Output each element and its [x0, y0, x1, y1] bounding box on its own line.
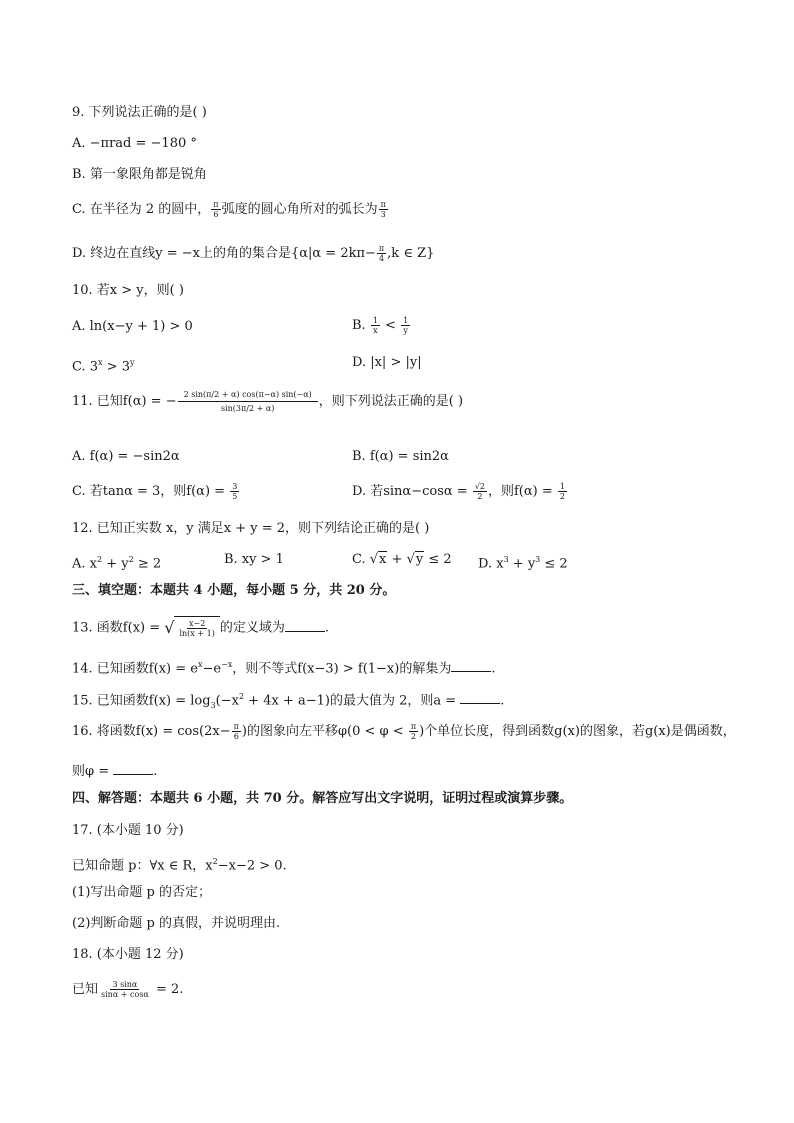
- q10-stem: 10. 若x > y，则( ): [72, 283, 184, 298]
- q9-option-b: B. 第一象限角都是锐角: [72, 167, 207, 182]
- q11-option-c: C. 若tanα = 3，则f(α) = $\frac{3}{5}$: [72, 482, 238, 501]
- q16-stem: 16. 将函数f(x) = cos(2x− $\frac{\pi}{6}$ )的图象向左平移φ(0 < φ < $\frac{\pi}{2}$ )个单位长度，得到函数g(x)的图象，若g(x)是偶函数，: [72, 722, 736, 741]
- q11-stem: 11. 已知f(α) = − $\frac{2 \sin(\pi/2 + \alpha) \cos(\pi-\alpha) \sin(-\alpha)}{\sin(3\pi/2 + \alpha)}$ ，则下列说法正确的是( ): [72, 390, 464, 413]
- q11-option-d: D. 若sinα−cosα = $\frac{√2}{2}$ ，则f(α) = $\frac{1}{2}$: [352, 482, 565, 501]
- section-4-heading: 四、解答题：本题共 6 小题，共 70 分。解答应写出文字说明，证明过程或演算步骤。: [72, 791, 573, 806]
- q9-option-a: A. −πrad = −180 °: [72, 136, 197, 151]
- q10-option-d: D. |x| > |y|: [352, 355, 422, 370]
- q12-option-b: B. xy > 1: [224, 552, 284, 567]
- q12-option-d: D. $x^3 + y^3 \le 2$: [478, 555, 568, 572]
- q13-answer-blank[interactable]: [285, 619, 325, 632]
- q10-option-c: C. $3^x > 3^y$: [72, 358, 135, 375]
- q17-heading: 17. (本小题 10 分): [72, 823, 184, 838]
- q9-option-d: D. 终边在直线y = −x上的角的集合是{α|α = 2kπ− $\frac{\pi}{4}$ ,k ∈ Z}: [72, 244, 435, 263]
- q17-subquestion-2: (2)判断命题 p 的真假，并说明理由.: [72, 916, 281, 931]
- q17-subquestion-1: (1)写出命题 p 的否定；: [72, 885, 212, 900]
- q16-answer-blank[interactable]: [113, 762, 153, 775]
- q12-option-a: A. $x^2 + y^2 \ge 2$: [72, 555, 162, 572]
- q18-condition: 已知 $\frac{3 \sin\alpha}{\sin\alpha + \cos\alpha}$ = 2.: [72, 980, 184, 999]
- q11-option-a: A. f(α) = −sin2α: [72, 449, 180, 464]
- q14-answer-blank[interactable]: [451, 659, 491, 672]
- q15-answer-blank[interactable]: [460, 691, 500, 704]
- q12-stem: 12. 已知正实数 x，y 满足x + y = 2，则下列结论正确的是( ): [72, 521, 430, 536]
- q13-stem: 13. 函数f(x) = √ $\frac{x-2}{\ln(x + 1)}$ 的定义域为 .: [72, 618, 329, 638]
- q11-option-b: B. f(α) = sin2α: [352, 449, 449, 464]
- q16-line2: 则φ = .: [72, 764, 158, 779]
- section-3-heading: 三、填空题：本题共 4 小题，每小题 5 分，共 20 分。: [72, 583, 396, 598]
- q14-stem: 14. 已知函数$f(x) = e^x-e^{-x}$，则不等式f(x−3) > f(1−x)的解集为 .: [72, 660, 496, 677]
- q15-stem: 15. 已知函数$f(x) = \log_3(-x^2 + 4x + a-1)$的最大值为 2，则a = .: [72, 692, 505, 710]
- q9-stem: 9. 下列说法正确的是( ): [72, 105, 207, 120]
- q18-heading: 18. (本小题 12 分): [72, 947, 184, 962]
- q10-option-b: B. $\frac{1}{x}$ < $\frac{1}{y}$: [352, 316, 409, 335]
- q9-option-c: C. 在半径为 2 的圆中， $\frac{\pi}{6}$ 弧度的圆心角所对的弧长为 $\frac{\pi}{3}$: [72, 200, 386, 219]
- q17-proposition: 已知命题 p：∀x ∈ R，$x^2-x-2 > 0$.: [72, 857, 287, 874]
- q10-option-a: A. ln(x−y + 1) > 0: [72, 319, 193, 334]
- q12-option-c: C. √x + √y ≤ 2: [352, 552, 452, 567]
